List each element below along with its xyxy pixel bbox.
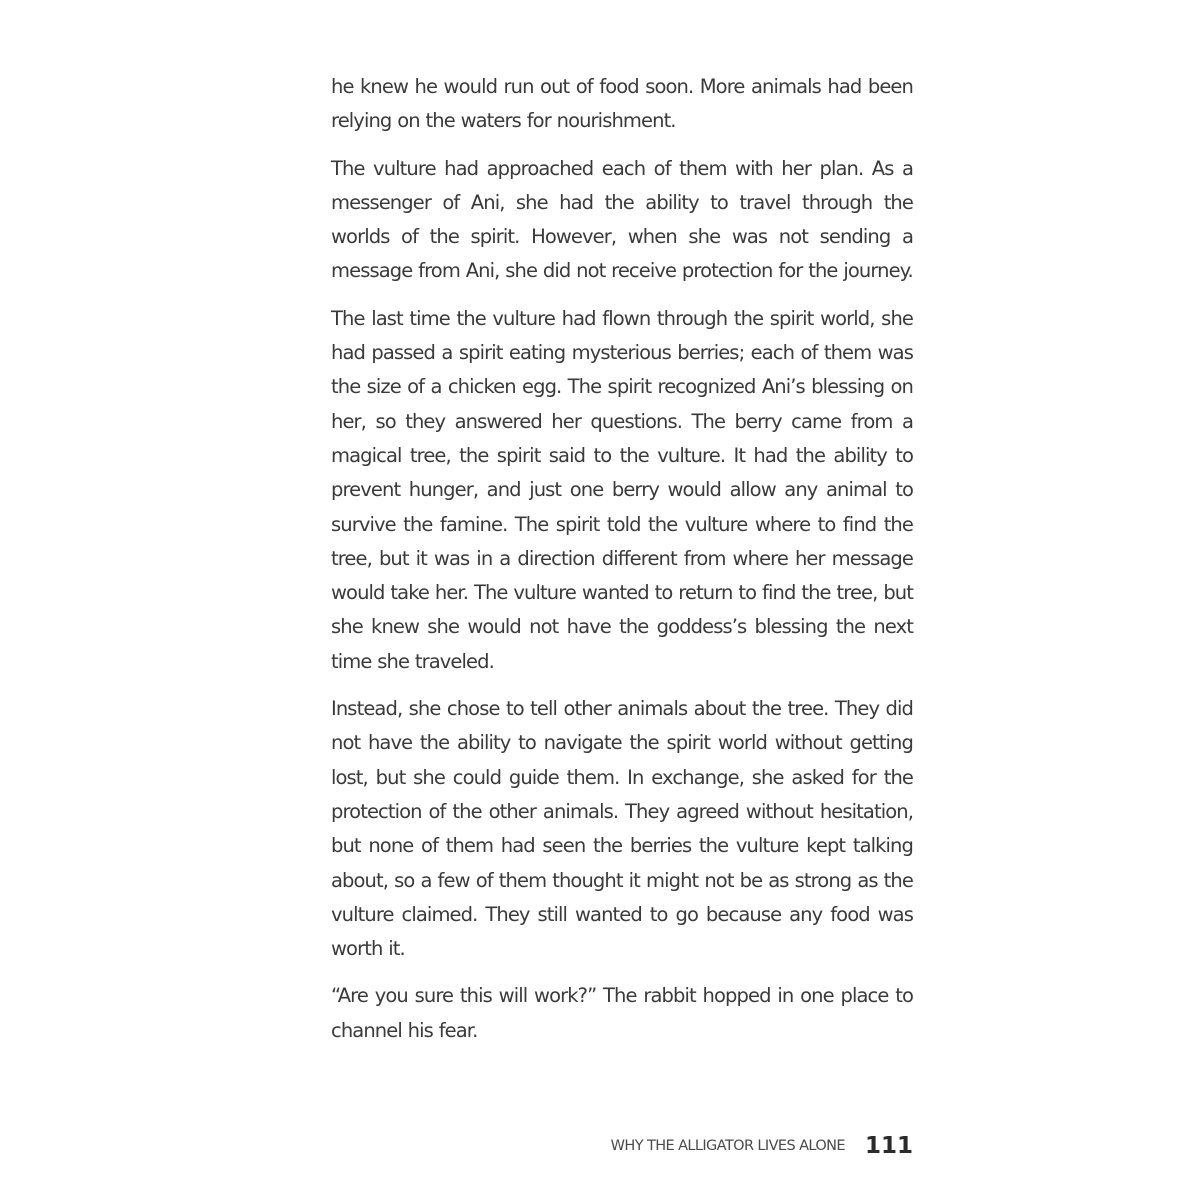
paragraph-4: Instead, she chose to tell other animals about the tree. They did not have the ability to navigate the spirit world without getting lost, but she could guide them. In exchange, she asked for the protection of the other animals. They agreed without hesitation, but none of them had seen the berries the vulture kept talking about, so a few of them thought it might not be as strong as the vulture claimed. They still wanted to go because any food was worth it.	[331, 697, 913, 961]
paragraph-5: “Are you sure this will work?” The rabbit hopped in one place to channel his fear.	[331, 984, 913, 1042]
page-number: 111	[864, 1133, 913, 1159]
paragraph-3: The last time the vulture had flown through the spirit world, she had passed a spirit eating mysterious berries; each of them was the size of a chicken egg. The spirit recognized Ani’s blessing on her, so they answered her questions. The berry came from a magical tree, the spirit said to the vulture. It had the ability to prevent hunger, and just one berry would allow any animal to survive the famine. The spirit told the vulture where to find the tree, but it was in a direction different from where her message would take her. The vulture wanted to return to find the tree, but she knew she would not have the goddess’s blessing the next time she traveled.	[331, 306, 913, 673]
paragraph-2: The vulture had approached each of them with her plan. As a messenger of Ani, she had the ability to travel through the worlds of the spirit. However, when she was not sending a message from Ani, she did not receive protection for the journey.	[331, 156, 913, 283]
page-body	[331, 70, 913, 1061]
page-footer	[331, 1128, 913, 1164]
running-title: WHY THE ALLIGATOR LIVES ALONE	[610, 1138, 845, 1154]
paragraph-1: he knew he would run out of food soon. More animals had been relying on the waters for nourishment.	[331, 75, 913, 133]
